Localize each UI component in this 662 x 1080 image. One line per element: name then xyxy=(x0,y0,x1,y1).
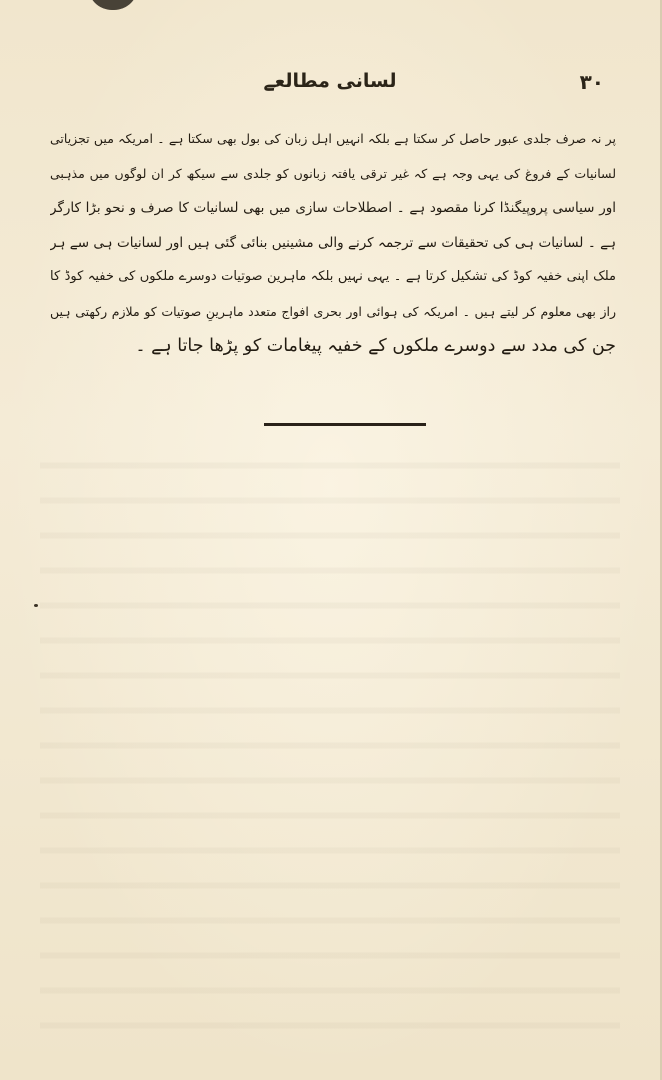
body-paragraph xyxy=(50,122,616,364)
text-line: لسانیات کے فروغ کی یہی وجہ ہے کہ غیر ترقی یافتہ زبانوں کو جلدی سے سیکھ کر ان لوگوں میں مذہبی xyxy=(50,165,616,181)
show-through-texture xyxy=(40,440,620,1040)
text-line: اور سیاسی پروپیگنڈا کرنا مقصود ہے ۔ اصطلاحات سازی میں بھی لسانیات کا صرف و نحو بڑا کارگر xyxy=(50,200,616,216)
page-number: ۳۰ xyxy=(579,70,604,94)
running-head xyxy=(56,70,604,100)
text-line: پر نہ صرف جلدی عبور حاصل کر سکتا ہے بلکہ انہیں اہل زبان کی بول بھی سکتا ہے ۔ امریکہ میں تجزیاتی xyxy=(50,131,616,146)
running-title: لسانی مطالعے xyxy=(263,70,397,92)
text-line: راز بھی معلوم کر لیتے ہیں ۔ امریکہ کی ہوائی اور بحری افواج متعدد ماہرینِ صوتیات کو ملازم رکھتی ہیں xyxy=(50,303,616,319)
binding-hole xyxy=(88,0,138,10)
text-line: ہے ۔ لسانیات ہی کی تحقیقات سے ترجمہ کرنے والی مشینیں بنائی گئی ہیں اور لسانیات ہی سے ہر xyxy=(50,234,616,251)
ink-speck xyxy=(34,604,38,607)
text-line: ملک اپنی خفیہ کوڈ کی تشکیل کرتا ہے ۔ یہی نہیں بلکہ ماہرین صوتیات دوسرے ملکوں کی خفیہ کوڈ کا xyxy=(50,269,616,284)
chapter-end-rule xyxy=(264,423,426,426)
text-line: جن کی مدد سے دوسرے ملکوں کے خفیہ پیغامات کو پڑھا جاتا ہے ۔ xyxy=(135,336,616,356)
